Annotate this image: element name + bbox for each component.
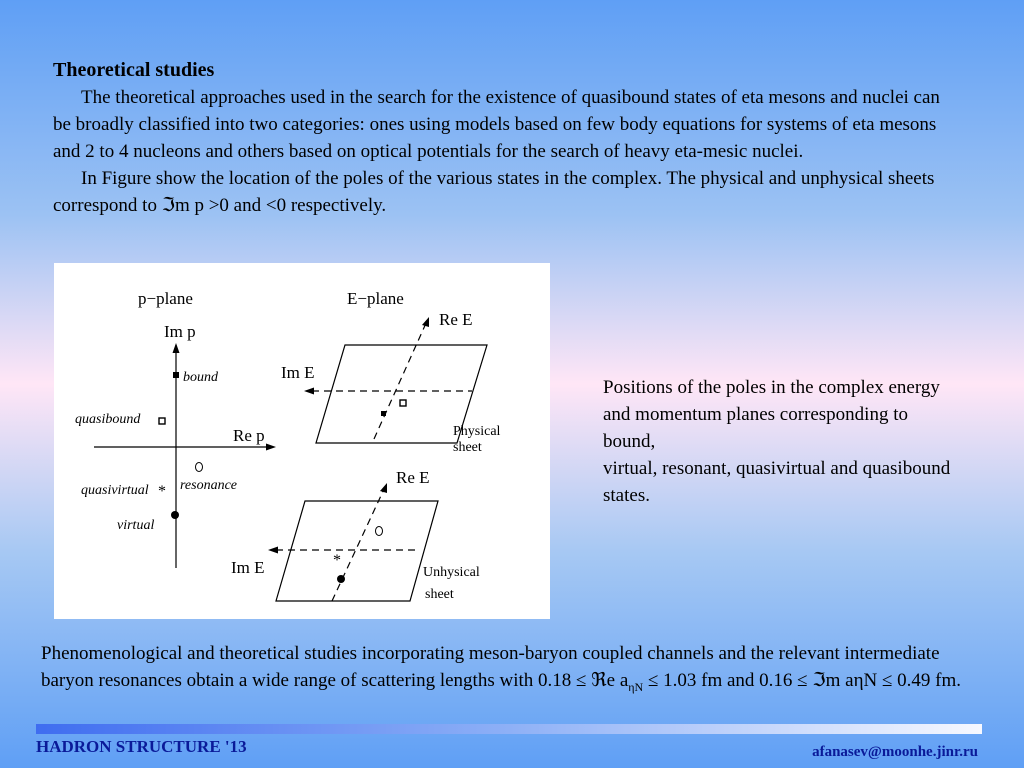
unphysical-resonance-pole	[376, 527, 383, 536]
bound-pole-marker	[173, 372, 179, 378]
im-e-top-arrow	[304, 388, 314, 395]
unphysical-sheet-label-1: Unhysical	[423, 565, 480, 580]
caption-line-2: virtual, resonant, quasivirtual and quasibound states.	[603, 458, 951, 506]
unphysical-virtual-pole	[337, 575, 345, 583]
re-e-bottom-arrow	[380, 483, 387, 493]
re-p-arrow	[266, 444, 276, 451]
scattering-text-b: ≤ 1.03 fm and 0.16 ≤ ℑm aηN ≤ 0.49 fm.	[643, 670, 962, 691]
resonance-label: resonance	[180, 478, 238, 493]
im-e-bottom-label: Im E	[231, 558, 265, 577]
virtual-label: virtual	[117, 518, 155, 533]
pole-diagram-svg	[54, 263, 550, 619]
footer-divider-bar	[36, 724, 982, 734]
quasivirtual-pole-marker: *	[158, 483, 166, 500]
scattering-text-a: Phenomenological and theoretical studies incorporating meson-baryon coupled channels and the relevant intermediate baryon resonances obtain a wide range of scattering lengths with 0.18 ≤ ℜe a	[41, 643, 940, 691]
unphysical-quasivirtual-pole: *	[333, 552, 341, 569]
footer-email: afanasev@moonhe.jinr.ru	[812, 744, 978, 760]
re-e-top-axis	[374, 321, 427, 439]
main-text	[53, 57, 953, 219]
re-e-bottom-label: Re E	[396, 468, 430, 487]
footer-conference-title: HADRON STRUCTURE '13	[36, 737, 247, 756]
figure-paragraph: In Figure show the location of the poles of the various states in the complex. The physical and unphysical sheets correspond to ℑm p >0 and <0 respectively.	[53, 168, 935, 216]
physical-bound-pole	[381, 411, 386, 416]
physical-sheet-label-2: sheet	[453, 440, 482, 455]
e-plane-title: E−plane	[347, 289, 404, 308]
pole-positions-figure	[54, 263, 550, 619]
unphysical-sheet-parallelogram	[276, 501, 438, 601]
p-plane-title: p−plane	[138, 289, 193, 308]
virtual-pole-marker	[171, 511, 179, 519]
re-e-bottom-axis	[332, 487, 385, 601]
re-e-top-arrow	[422, 317, 429, 327]
scattering-subscript: ηN	[628, 679, 644, 694]
re-e-top-label: Re E	[439, 310, 473, 329]
quasibound-pole-marker	[159, 418, 165, 424]
caption-line-1: Positions of the poles in the complex energy and momentum planes corresponding to bound,	[603, 377, 940, 452]
physical-quasibound-pole	[400, 400, 406, 406]
im-e-bottom-arrow	[268, 547, 278, 554]
re-p-label: Re p	[233, 426, 265, 445]
resonance-pole-marker	[196, 463, 203, 472]
figure-caption	[603, 374, 963, 509]
im-p-label: Im p	[164, 322, 196, 341]
slide-title: Theoretical studies	[53, 59, 215, 81]
bound-label: bound	[183, 370, 218, 385]
scattering-length-paragraph	[41, 640, 981, 701]
im-p-arrow	[173, 343, 180, 353]
physical-sheet-label-1: Physical	[453, 424, 501, 439]
intro-paragraph: The theoretical approaches used in the search for the existence of quasibound states of eta mesons and nuclei can be broadly classified into two categories: ones using models based on few body equations for systems of eta mesons and 2 to 4 nucleons and others based on optical potentials for the search of heavy eta-mesic nuclei.	[53, 87, 940, 162]
im-e-top-label: Im E	[281, 363, 315, 382]
quasivirtual-label: quasivirtual	[81, 483, 149, 498]
unphysical-sheet-label-2: sheet	[425, 587, 454, 602]
quasibound-label: quasibound	[75, 412, 141, 427]
